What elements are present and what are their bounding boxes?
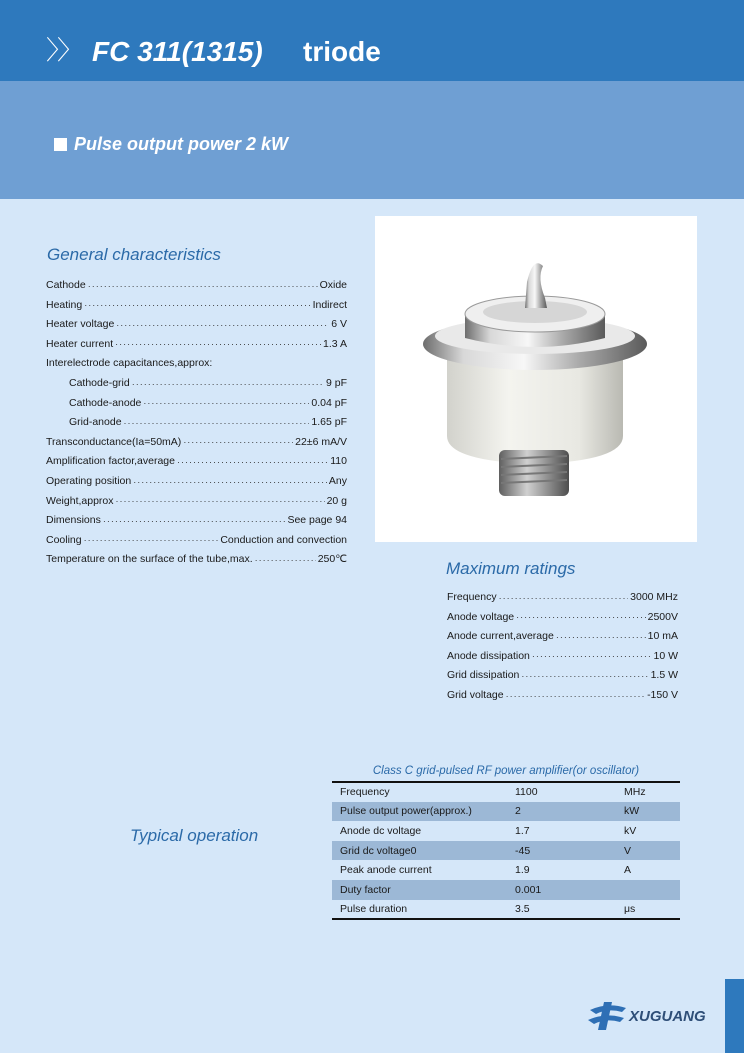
spec-row — [46, 315, 347, 335]
xuguang-logo-icon — [586, 1000, 630, 1032]
dot-leader — [556, 628, 646, 647]
chevron-right-icon: 〉〉 — [46, 36, 82, 66]
value-cell: -45 — [515, 841, 624, 861]
spec-label: Amplification factor,average — [46, 455, 175, 468]
spec-label: Cathode-grid — [69, 376, 130, 389]
typical-operation-title: Typical operation — [130, 826, 259, 845]
general-characteristics-title: General characteristics — [47, 245, 221, 264]
square-bullet-icon — [54, 138, 67, 151]
dot-leader — [116, 316, 329, 335]
spec-value: Oxide — [319, 279, 347, 291]
spec-value: 1.5 W — [650, 669, 678, 682]
dot-leader — [499, 589, 629, 608]
spec-label: Temperature on the surface of the tube,max. — [46, 553, 253, 566]
dot-leader — [143, 394, 309, 413]
spec-label: Grid dissipation — [447, 669, 520, 682]
spec-row — [46, 452, 347, 472]
dot-leader — [516, 608, 645, 627]
general-characteristics-list — [46, 276, 347, 570]
dot-leader — [115, 335, 321, 354]
spec-value: Any — [328, 474, 347, 487]
dot-leader — [532, 647, 652, 666]
dot-leader — [88, 277, 318, 296]
spec-label: Anode dissipation — [447, 649, 530, 662]
parameter-cell: Grid dc voltage0 — [332, 841, 515, 861]
spec-value: 1.65 pF — [311, 416, 347, 429]
page-subtitle: Pulse output power 2 kW — [74, 134, 289, 154]
spec-value: 2500V — [647, 610, 678, 623]
spec-value: Conduction and convection — [220, 533, 347, 546]
unit-cell — [624, 880, 680, 900]
table-row — [332, 782, 680, 802]
spec-row — [46, 276, 347, 296]
spec-row — [46, 296, 347, 316]
value-cell: 1.7 — [515, 824, 530, 837]
spec-row — [46, 531, 347, 551]
parameter-cell: Frequency — [340, 786, 390, 799]
spec-row — [447, 647, 678, 667]
spec-label: Grid voltage — [447, 688, 504, 701]
spec-row — [46, 394, 347, 414]
spec-label: Weight,approx — [46, 494, 114, 507]
spec-row — [46, 492, 347, 512]
spec-label: Cathode — [46, 279, 86, 291]
dot-leader — [84, 531, 219, 550]
spec-row — [447, 608, 678, 628]
unit-cell: kV — [624, 824, 637, 837]
spec-label: Operating position — [46, 474, 132, 487]
value-cell: 0.001 — [515, 880, 624, 900]
value-cell: 1.9 — [515, 864, 530, 877]
spec-value: 1.3 A — [323, 337, 347, 350]
spec-value: 22±6 mA/V — [295, 435, 347, 448]
spec-label: Heater current — [46, 337, 114, 350]
spec-row — [447, 588, 678, 608]
spec-label: Heater voltage — [46, 318, 115, 331]
table-row — [332, 900, 680, 920]
spec-label: Grid-anode — [69, 416, 122, 429]
spec-value: 110 — [330, 455, 347, 468]
spec-row — [46, 374, 347, 394]
triode-tube-image — [375, 216, 697, 542]
unit-cell: A — [624, 864, 632, 877]
dot-leader — [103, 512, 286, 531]
spec-label: Anode current,average — [447, 630, 554, 643]
table-row — [332, 860, 680, 880]
spec-value: 20 g — [326, 494, 347, 507]
value-cell: 3.5 — [515, 902, 530, 915]
typical-operation-table — [332, 781, 680, 920]
parameter-cell: Peak anode current — [340, 864, 432, 877]
spec-row — [447, 666, 678, 686]
table-caption: Class C grid-pulsed RF power amplifier(or oscillator) — [372, 765, 640, 777]
unit-cell: kW — [624, 802, 680, 822]
spec-value: -150 V — [647, 688, 678, 701]
parameter-cell: Pulse output power(approx.) — [332, 802, 515, 822]
value-cell: 1100 — [515, 786, 538, 799]
dot-leader — [132, 375, 324, 394]
spec-label: Cathode-anode — [69, 396, 142, 409]
tube-photo — [375, 216, 697, 542]
spec-value: 6 V — [331, 318, 347, 331]
unit-cell: μs — [624, 902, 636, 915]
spec-value: 250℃ — [317, 553, 347, 566]
spec-label: Cooling — [46, 533, 82, 546]
spec-row — [447, 686, 678, 706]
spec-value: 3000 MHz — [630, 591, 678, 603]
spec-label: Interelectrode capacitances,approx: — [46, 357, 213, 370]
table-row — [332, 880, 680, 900]
spec-row — [46, 550, 347, 570]
spec-row — [46, 354, 347, 374]
spec-value: 10 mA — [647, 630, 678, 643]
parameter-cell: Duty factor — [332, 880, 515, 900]
spec-row — [46, 413, 347, 433]
spec-value: Indirect — [312, 298, 347, 311]
spec-row — [46, 433, 347, 453]
unit-cell: V — [624, 841, 680, 861]
dot-leader — [521, 667, 648, 686]
spec-row — [447, 627, 678, 647]
dot-leader — [506, 687, 645, 706]
spec-row — [46, 472, 347, 492]
spec-value: See page 94 — [287, 514, 347, 527]
spec-value: 0.04 pF — [311, 396, 347, 409]
product-model: FC 311(1315) — [92, 36, 263, 67]
spec-label: Anode voltage — [447, 610, 515, 623]
dot-leader — [133, 473, 327, 492]
unit-cell: MHz — [624, 786, 646, 799]
maximum-ratings-title: Maximum ratings — [446, 559, 576, 578]
spec-label: Heating — [46, 298, 83, 311]
dot-leader — [183, 433, 293, 452]
parameter-cell: Anode dc voltage — [340, 824, 422, 837]
product-type: triode — [303, 36, 381, 67]
dot-leader — [116, 492, 325, 511]
value-cell: 2 — [515, 802, 624, 822]
table-row — [332, 841, 680, 861]
spec-label: Transconductance(Ia=50mA) — [46, 435, 182, 448]
parameter-cell: Pulse duration — [340, 902, 408, 915]
spec-value: 10 W — [653, 649, 678, 662]
dot-leader — [177, 453, 328, 472]
spec-row — [46, 335, 347, 355]
dot-leader — [124, 414, 310, 433]
dot-leader — [84, 296, 310, 315]
page-edge-tab — [725, 979, 744, 1053]
spec-label: Dimensions — [46, 514, 101, 527]
spec-value: 9 pF — [325, 376, 347, 389]
dot-leader — [255, 551, 316, 570]
spec-row — [46, 511, 347, 531]
table-row — [332, 802, 680, 822]
spec-label: Frequency — [447, 591, 497, 603]
maximum-ratings-list — [447, 588, 678, 706]
brand-name: XUGUANG — [629, 1008, 706, 1025]
table-row — [332, 821, 680, 841]
